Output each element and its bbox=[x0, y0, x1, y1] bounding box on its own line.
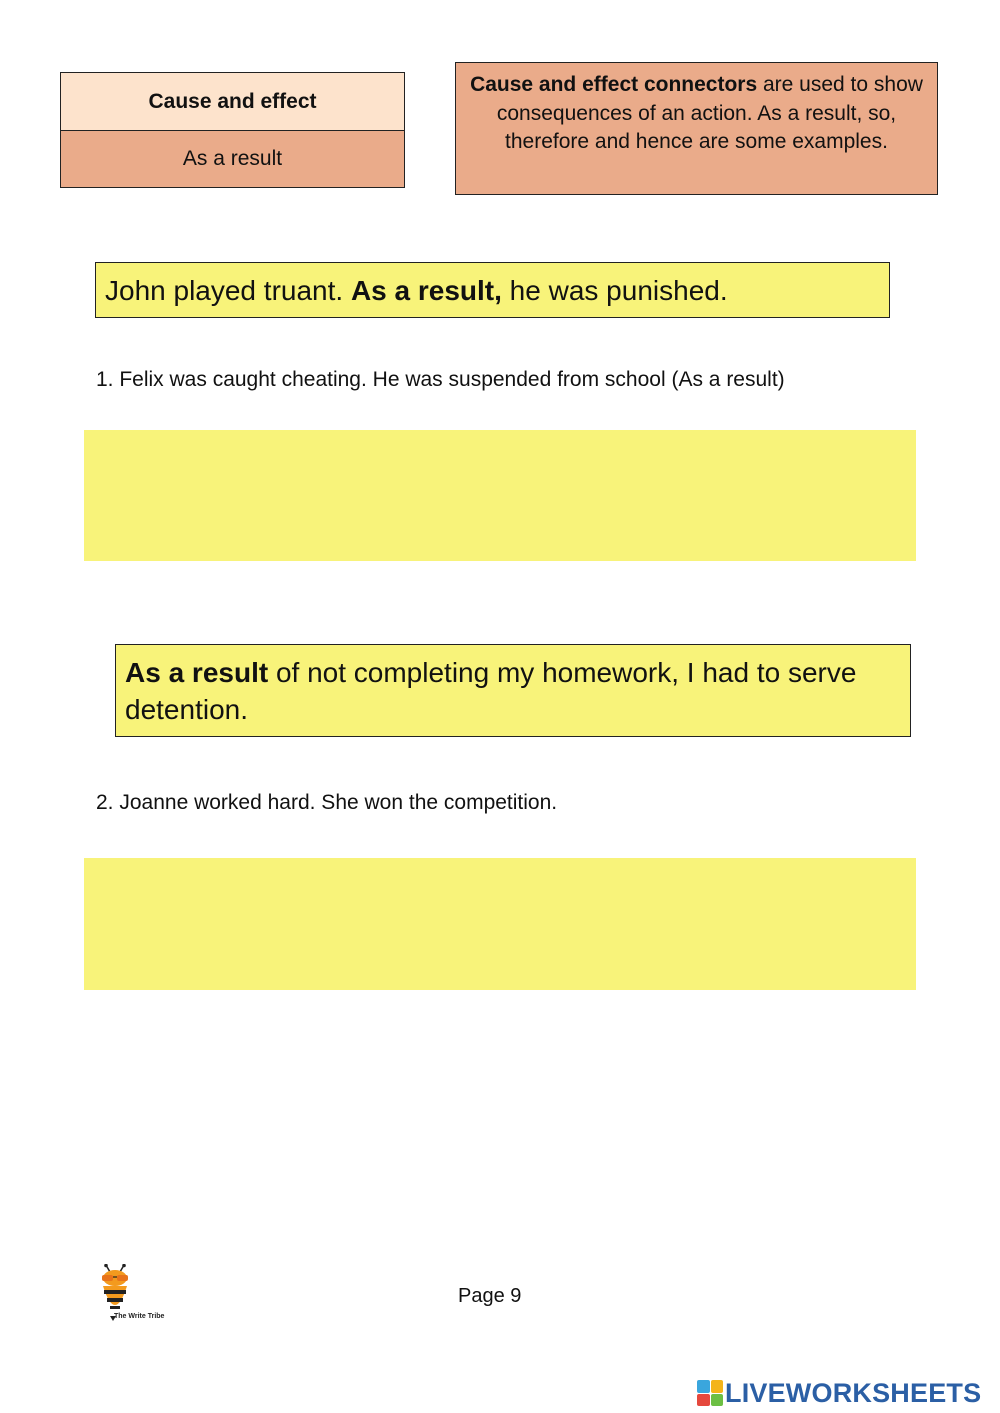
question-2: 2. Joanne worked hard. She won the competition. bbox=[96, 791, 558, 814]
example-1-before: John played truant. bbox=[105, 275, 351, 306]
definition-term: Cause and effect connectors bbox=[470, 73, 758, 96]
example-sentence-2 bbox=[115, 644, 911, 737]
answer-input-1[interactable] bbox=[84, 430, 916, 561]
logo-caption: The Write Tribe bbox=[114, 1313, 165, 1320]
liveworksheets-logo-icon bbox=[697, 1380, 723, 1406]
example-2-after: of not completing my homework, I had to serve detention. bbox=[125, 657, 857, 725]
liveworksheets-watermark[interactable] bbox=[697, 1376, 981, 1410]
definition-text: are used to show consequences of an action. As a result, so, therefore and hence are some examples. bbox=[496, 73, 923, 153]
table-header: Cause and effect bbox=[61, 73, 404, 131]
definition-box bbox=[455, 62, 938, 195]
example-1-connector: As a result, bbox=[350, 275, 502, 306]
watermark-text: LIVEWORKSHEETS bbox=[725, 1377, 982, 1408]
connector-table bbox=[60, 72, 405, 188]
page-number: Page 9 bbox=[458, 1285, 522, 1307]
question-1: 1. Felix was caught cheating. He was suspended from school (As a result) bbox=[96, 368, 785, 391]
answer-input-2[interactable] bbox=[84, 858, 916, 990]
table-connector: As a result bbox=[61, 131, 404, 187]
example-2-connector: As a result bbox=[125, 657, 269, 688]
example-sentence-1 bbox=[95, 262, 890, 318]
example-1-after: he was punished. bbox=[501, 275, 728, 306]
